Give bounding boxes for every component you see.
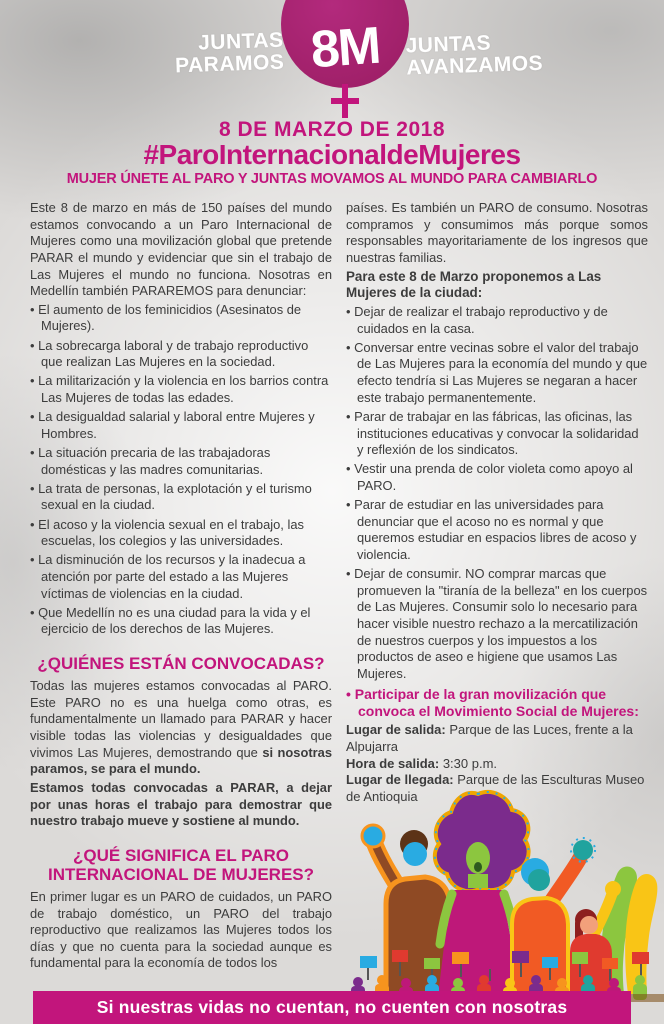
convocadas-text-normal: Todas las mujeres estamos convocadas al PARO. Este PARO no es una huelga como otras, es fundamentalmente un llamado para PARAR y hacer visible todas las violencias y desigualdades que vivimos Las Mujeres, demostrando que: [30, 678, 332, 760]
detail-label: Lugar de salida:: [346, 721, 446, 737]
right-column: [346, 200, 648, 806]
header-left-line1: JUNTAS: [197, 28, 284, 55]
convocadas-paragraph: [30, 678, 332, 778]
header-left-slogan: [147, 30, 284, 79]
call-to-action-subtitle: MUJER ÚNETE AL PARO Y JUNTAS MOVAMOS AL MUNDO PARA CAMBIARLO: [66, 171, 598, 187]
proposal-item: • Parar de estudiar en las universidades para denunciar que el acoso no es normal y que queremos estudiar en espacios libres de acoso y violencia.: [346, 497, 648, 564]
convocadas-text-bold: si nosotras paramos, se para el mundo.: [30, 744, 332, 777]
female-symbol-cross-icon: [331, 84, 359, 118]
demand-item: • La militarización y la violencia en los barrios contra Las Mujeres de todas las edades.: [30, 373, 332, 406]
header-right-slogan: [405, 29, 606, 80]
demand-item: • El acoso y la violencia sexual en el trabajo, las escuelas, los colegios y las universidades.: [30, 517, 332, 550]
footer-banner: Si nuestras vidas no cuentan, no cuenten con nosotras: [33, 991, 631, 1024]
intro-paragraph: Este 8 de marzo en más de 150 países del mundo estamos convocando a un Paro Internacional de Mujeres como una movilización global que pretende PARAR el mundo y evidenciar que sin el trabajo de Las Mujeres el mundo no funciona. Nosotras en Medellín también PARAREMOS para denunciar:: [30, 200, 332, 299]
left-column: [30, 200, 332, 974]
event-detail-row: [346, 756, 648, 773]
event-date: 8 DE MARZO DE 2018: [218, 118, 446, 141]
demands-list: [30, 302, 332, 638]
detail-value: Parque de las Esculturas Museo de Antioquia: [346, 772, 645, 805]
continuation-paragraph: países. Es también un PARO de consumo. Nosotras compramos y consumimos más porque somos responsables mayoritariamente de los ingresos que nuestras familias.: [346, 200, 648, 265]
detail-label: Lugar de llegada:: [346, 772, 454, 788]
significa-paragraph: En primer lugar es un PARO de cuidados, un PARO de trabajo doméstico, un PARO del trabajo reproductivo que realizamos las Mujeres todos los días y que no cuenta para la sociedad aunque es fundamental para la economía de todos los: [30, 888, 332, 971]
section-heading-significa: ¿QUÉ SIGNIFICA EL PARO INTERNACIONAL DE MUJERES?: [47, 845, 315, 884]
demand-item: • Que Medellín no es una ciudad para la vida y el ejercicio de los derechos de las Mujeres.: [30, 605, 332, 638]
demand-item: • La sobrecarga laboral y de trabajo reproductivo que realizan Las Mujeres en la sociedad.: [30, 338, 332, 371]
detail-label: Hora de salida:: [346, 755, 440, 771]
women-raised-fists-illustration: [340, 786, 664, 1002]
proposal-item: • Conversar entre vecinas sobre el valor del trabajo de Las Mujeres para la economía del mundo y que efecto tendría si Las Mujeres se negaran a hacer este trabajo permanentemente.: [346, 340, 648, 407]
hashtag-title: #ParoInternacionaldeMujeres: [143, 139, 521, 170]
proposal-item: • Dejar de consumir. NO comprar marcas que promueven la "tiranía de la belleza" en los cuerpos de Las Mujeres. Consumir solo lo necesario para hacer visible nuestro rechazo a la mercatilización de nuestros cuerpos y los impuestos a los productos de aseo e higiene que usamos Las Mujeres.: [346, 566, 648, 682]
convocadas-paragraph-bold: Estamos todas convocadas a PARAR, a dejar por unas horas el trabajo para demostrar que nuestro trabajo mueve y sostiene al mundo.: [30, 779, 332, 829]
header-left-line2: PARAMOS: [174, 50, 285, 78]
demand-item: • La situación precaria de las trabajadoras domésticas y las madres comunitarias.: [30, 445, 332, 478]
demand-item: • El aumento de los feminicidios (Asesinatos de Mujeres).: [30, 302, 332, 335]
proposal-heading: Para este 8 de Marzo proponemos a Las Mujeres de la ciudad:: [346, 268, 602, 301]
detail-value: Parque de las Luces, frente a la Alpujarra: [346, 721, 633, 754]
event-detail-row: [346, 722, 648, 756]
demand-item: • La disminución de los recursos y la inadecua a atención por parte del estado a las Mujeres víctimas de violencias en la ciudad.: [30, 552, 332, 602]
detail-value: 3:30 p.m.: [439, 755, 498, 771]
section-heading-convocadas: ¿QUIÉNES ESTÁN CONVOCADAS?: [37, 654, 325, 674]
mobilization-highlight: • Participar de la gran movilización que convoca el Movimiento Social de Mujeres:: [346, 686, 648, 720]
header-right-line1: JUNTAS: [405, 31, 492, 58]
demand-item: • La trata de personas, la explotación y el turismo sexual en la ciudad.: [30, 481, 332, 514]
proposals-list: [346, 304, 648, 683]
proposal-item: • Vestir una prenda de color violeta como apoyo al PARO.: [346, 461, 648, 494]
header-right-line2: AVANZAMOS: [406, 51, 544, 80]
demand-item: • La desigualdad salarial y laboral entre Mujeres y Hombres.: [30, 409, 332, 442]
badge-8m: 8M: [308, 16, 382, 80]
proposal-item: • Parar de trabajar en las fábricas, las oficinas, las instituciones educativas y convocar la solidaridad y reflexión de los sindicatos.: [346, 409, 648, 459]
proposal-item: • Dejar de realizar el trabajo reproductivo y de cuidados en la casa.: [346, 304, 648, 337]
